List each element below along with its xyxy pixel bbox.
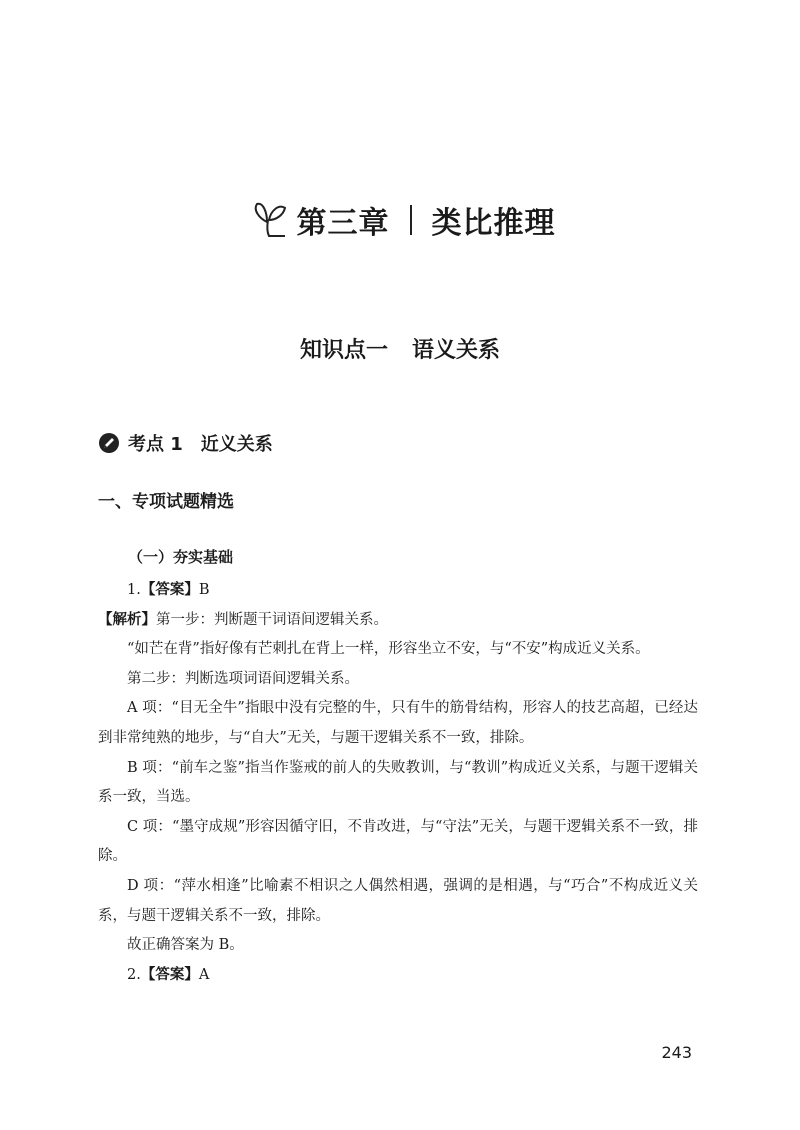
sprout-icon xyxy=(245,196,293,244)
section-title: 一、专项试题精选 xyxy=(98,492,234,512)
page-number: 243 xyxy=(661,1043,692,1062)
q1-analysis-step1 xyxy=(98,606,698,636)
subsection-title: （一）夯实基础 xyxy=(128,548,234,566)
pencil-icon xyxy=(98,432,120,454)
q1-answer-value: B xyxy=(198,582,210,598)
chapter-heading xyxy=(0,196,800,256)
q1-step1-text: 第一步：判断题干词语间逻辑关系。 xyxy=(156,611,388,628)
q2-answer-tag: 【答案】 xyxy=(140,966,199,983)
q1-option-a: A 项：“目无全牛”指眼中没有完整的牛，只有牛的筋骨结构，形容人的技艺高超，已经达到非常纯熟的地步，与“自大”无关，与题干逻辑关系不一致，排除。 xyxy=(98,700,698,746)
answer-analysis-body xyxy=(98,576,698,990)
chapter-number: 第三章 xyxy=(296,206,390,241)
q1-analysis-step2: 第二步：判断选项词语间逻辑关系。 xyxy=(127,670,359,687)
exam-point-topic: 近义关系 xyxy=(200,434,273,455)
q1-analysis-tag: 【解析】 xyxy=(98,611,156,628)
q1-stem-explanation: “如芒在背”指好像有芒刺扎在背上一样，形容坐立不安，与“不安”构成近义关系。 xyxy=(127,641,650,658)
exam-point-heading xyxy=(98,430,273,456)
knowledge-point-topic: 语义关系 xyxy=(412,338,501,363)
q1-conclusion: 故正确答案为 B。 xyxy=(127,937,244,954)
q2-answer-line xyxy=(98,961,698,991)
exam-point-label: 考点 1 xyxy=(128,434,183,455)
q1-number: 1. xyxy=(127,582,141,598)
q1-answer-tag: 【答案】 xyxy=(140,582,199,598)
q1-option-d: D 项：“萍水相逢”比喻素不相识之人偶然相遇，强调的是相遇，与“巧合”不构成近义关系，与题干逻辑关系不一致，排除。 xyxy=(98,877,698,924)
q2-answer-value: A xyxy=(198,966,210,983)
chapter-divider xyxy=(410,205,412,235)
q1-answer-line xyxy=(98,576,698,606)
knowledge-point-heading xyxy=(0,333,800,364)
q1-option-c: C 项：“墨守成规”形容因循守旧，不肯改进，与“守法”无关，与题干逻辑关系不一致，排除。 xyxy=(98,818,698,865)
q1-option-b: B 项：“前车之鉴”指当作鉴戒的前人的失败教训，与“教训”构成近义关系，与题干逻辑关系一致，当选。 xyxy=(98,759,698,806)
chapter-title: 类比推理 xyxy=(431,206,556,241)
q2-number: 2. xyxy=(127,966,141,983)
knowledge-point-label: 知识点一 xyxy=(299,338,388,363)
